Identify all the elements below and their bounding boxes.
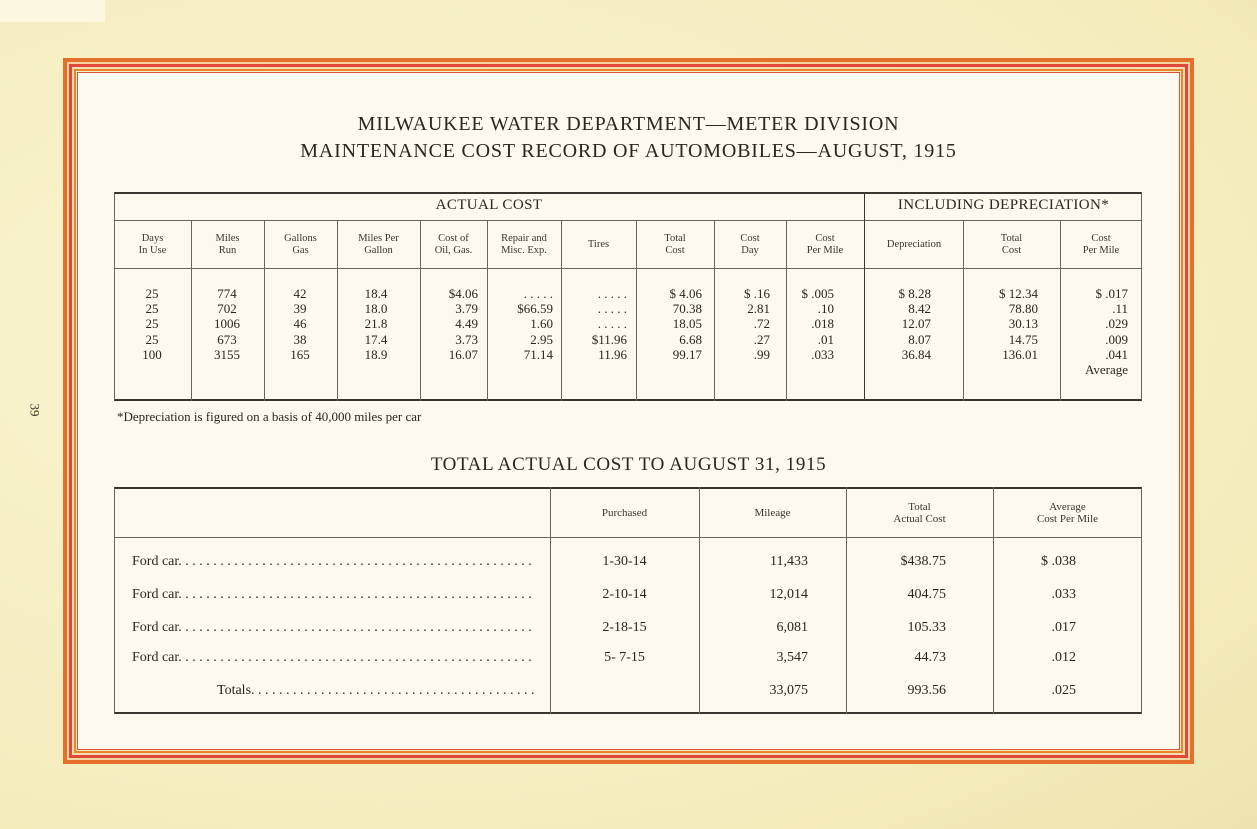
table-row [114,554,1142,574]
header-divider [114,268,1142,269]
column-days: 25 25 25 25 100 [142,286,162,362]
row-label: Totals. . . . . . . . . . . . . . . . . . . . . . . . . . . . . . . . . . . . . . . . . [217,683,535,698]
row-label: Ford car. . . . . . . . . . . . . . . . . . . . . . . . . . . . . . . . . . . . . . . . . . . . . . . . . . . [132,650,532,665]
title-line-2: MAINTENANCE COST RECORD OF AUTOMOBILES—AUGUST, 1915 [300,140,957,162]
group-divider [114,220,1142,221]
header-days-in-use: Days In Use [138,233,167,256]
column-tires: . . . . . . . . . . . . . . . $11.96 11.96 [591,286,627,362]
avg-total: .025 [1051,683,1076,698]
total-cost-value: 105.33 [907,620,946,635]
page-number: 39 [27,403,43,417]
purchased-value: 2-18-15 [602,620,647,635]
column-oil-gas: $4.06 3.79 4.49 3.73 16.07 [448,286,478,362]
row-label: Ford car. . . . . . . . . . . . . . . . . . . . . . . . . . . . . . . . . . . . . . . . . . . . . . . . . . . [132,620,532,635]
column-cost-mile: $ .005 .10 .018 .01 .033 [801,286,834,362]
header-miles-per-gallon: Miles Per Gallon [358,233,399,256]
depreciation-footnote: *Depreciation is figured on a basis of 40,000 miles per car [117,409,422,424]
column-dep-total-cost: $ 12.34 78.80 30.13 14.75 136.01 [999,286,1038,362]
row-label: Ford car. . . . . . . . . . . . . . . . . . . . . . . . . . . . . . . . . . . . . . . . . . . . . . . . . . . [132,587,532,602]
header-mileage: Mileage [754,507,791,519]
header-purchased: Purchased [601,507,648,519]
header-depreciation: Depreciation [886,239,942,250]
column-total-cost: $ 4.06 70.38 18.05 6.68 99.17 [669,286,702,362]
header-total-actual-cost: Total Actual Cost [893,501,946,525]
avg-cost-value: .012 [1051,650,1076,665]
column-dep-cost-mile: $ .017 .11 .029 .009 .041 Average [1084,286,1128,377]
totals-row [114,683,1142,703]
group-actual-cost: ACTUAL COST [435,197,543,213]
header-cost-per-mile: Cost Per Mile [806,233,844,256]
table-row [114,587,1142,607]
column-miles: 774 702 1006 673 3155 [214,286,240,362]
mileage-value: 3,547 [776,650,808,665]
total-cost-table [114,487,1142,714]
group-including-depreciation: INCLUDING DEPRECIATION* [897,197,1110,213]
row-label: Ford car. . . . . . . . . . . . . . . . . . . . . . . . . . . . . . . . . . . . . . . . . . . . . . . . . . . [132,554,532,569]
purchased-value: 1-30-14 [602,554,647,569]
header-gallons-gas: Gallons Gas [284,233,317,256]
table-row [114,650,1142,670]
section-subtitle: TOTAL ACTUAL COST TO AUGUST 31, 1915 [430,454,827,475]
header-cost-day: Cost Day [740,233,760,256]
total-cost-value: 44.73 [914,650,946,665]
purchased-value: 5- 7-15 [604,650,645,665]
header-divider [114,537,1142,538]
corner-highlight [0,0,105,22]
header-dep-total-cost: Total Cost [1000,233,1023,256]
mileage-total: 33,075 [769,683,808,698]
maintenance-cost-table [114,192,1142,401]
cost-total: 993.56 [907,683,946,698]
mileage-value: 11,433 [770,554,808,569]
header-average-cost-per-mile: Average Cost Per Mile [1036,501,1099,525]
column-cost-day: $ .16 2.81 .72 .27 .99 [744,286,770,362]
header-dep-cost-per-mile: Cost Per Mile [1082,233,1120,256]
purchased-value: 2-10-14 [602,587,647,602]
title-line-1: MILWAUKEE WATER DEPARTMENT—METER DIVISION [357,113,900,135]
mileage-value: 12,014 [769,587,808,602]
column-mpg: 18.4 18.0 21.8 17.4 18.9 [364,286,388,362]
column-gallons: 42 39 46 38 165 [290,286,310,362]
column-repair: . . . . . $66.59 1.60 2.95 71.14 [517,286,553,362]
mileage-value: 6,081 [776,620,808,635]
table-row [114,620,1142,640]
header-total-cost: Total Cost [664,233,686,256]
header-repair-misc: Repair and Misc. Exp. [501,233,547,256]
total-cost-value: 404.75 [907,587,946,602]
avg-cost-value: .017 [1051,620,1076,635]
total-cost-value: $438.75 [900,554,946,569]
header-cost-oil-gas: Cost of Oil, Gas. [434,233,473,256]
header-tires: Tires [587,239,610,250]
avg-cost-value: .033 [1051,587,1076,602]
column-depreciation: $ 8.28 8.42 12.07 8.07 36.84 [898,286,931,362]
avg-cost-value: $ .038 [1041,554,1076,569]
header-miles-run: Miles Run [215,233,240,256]
